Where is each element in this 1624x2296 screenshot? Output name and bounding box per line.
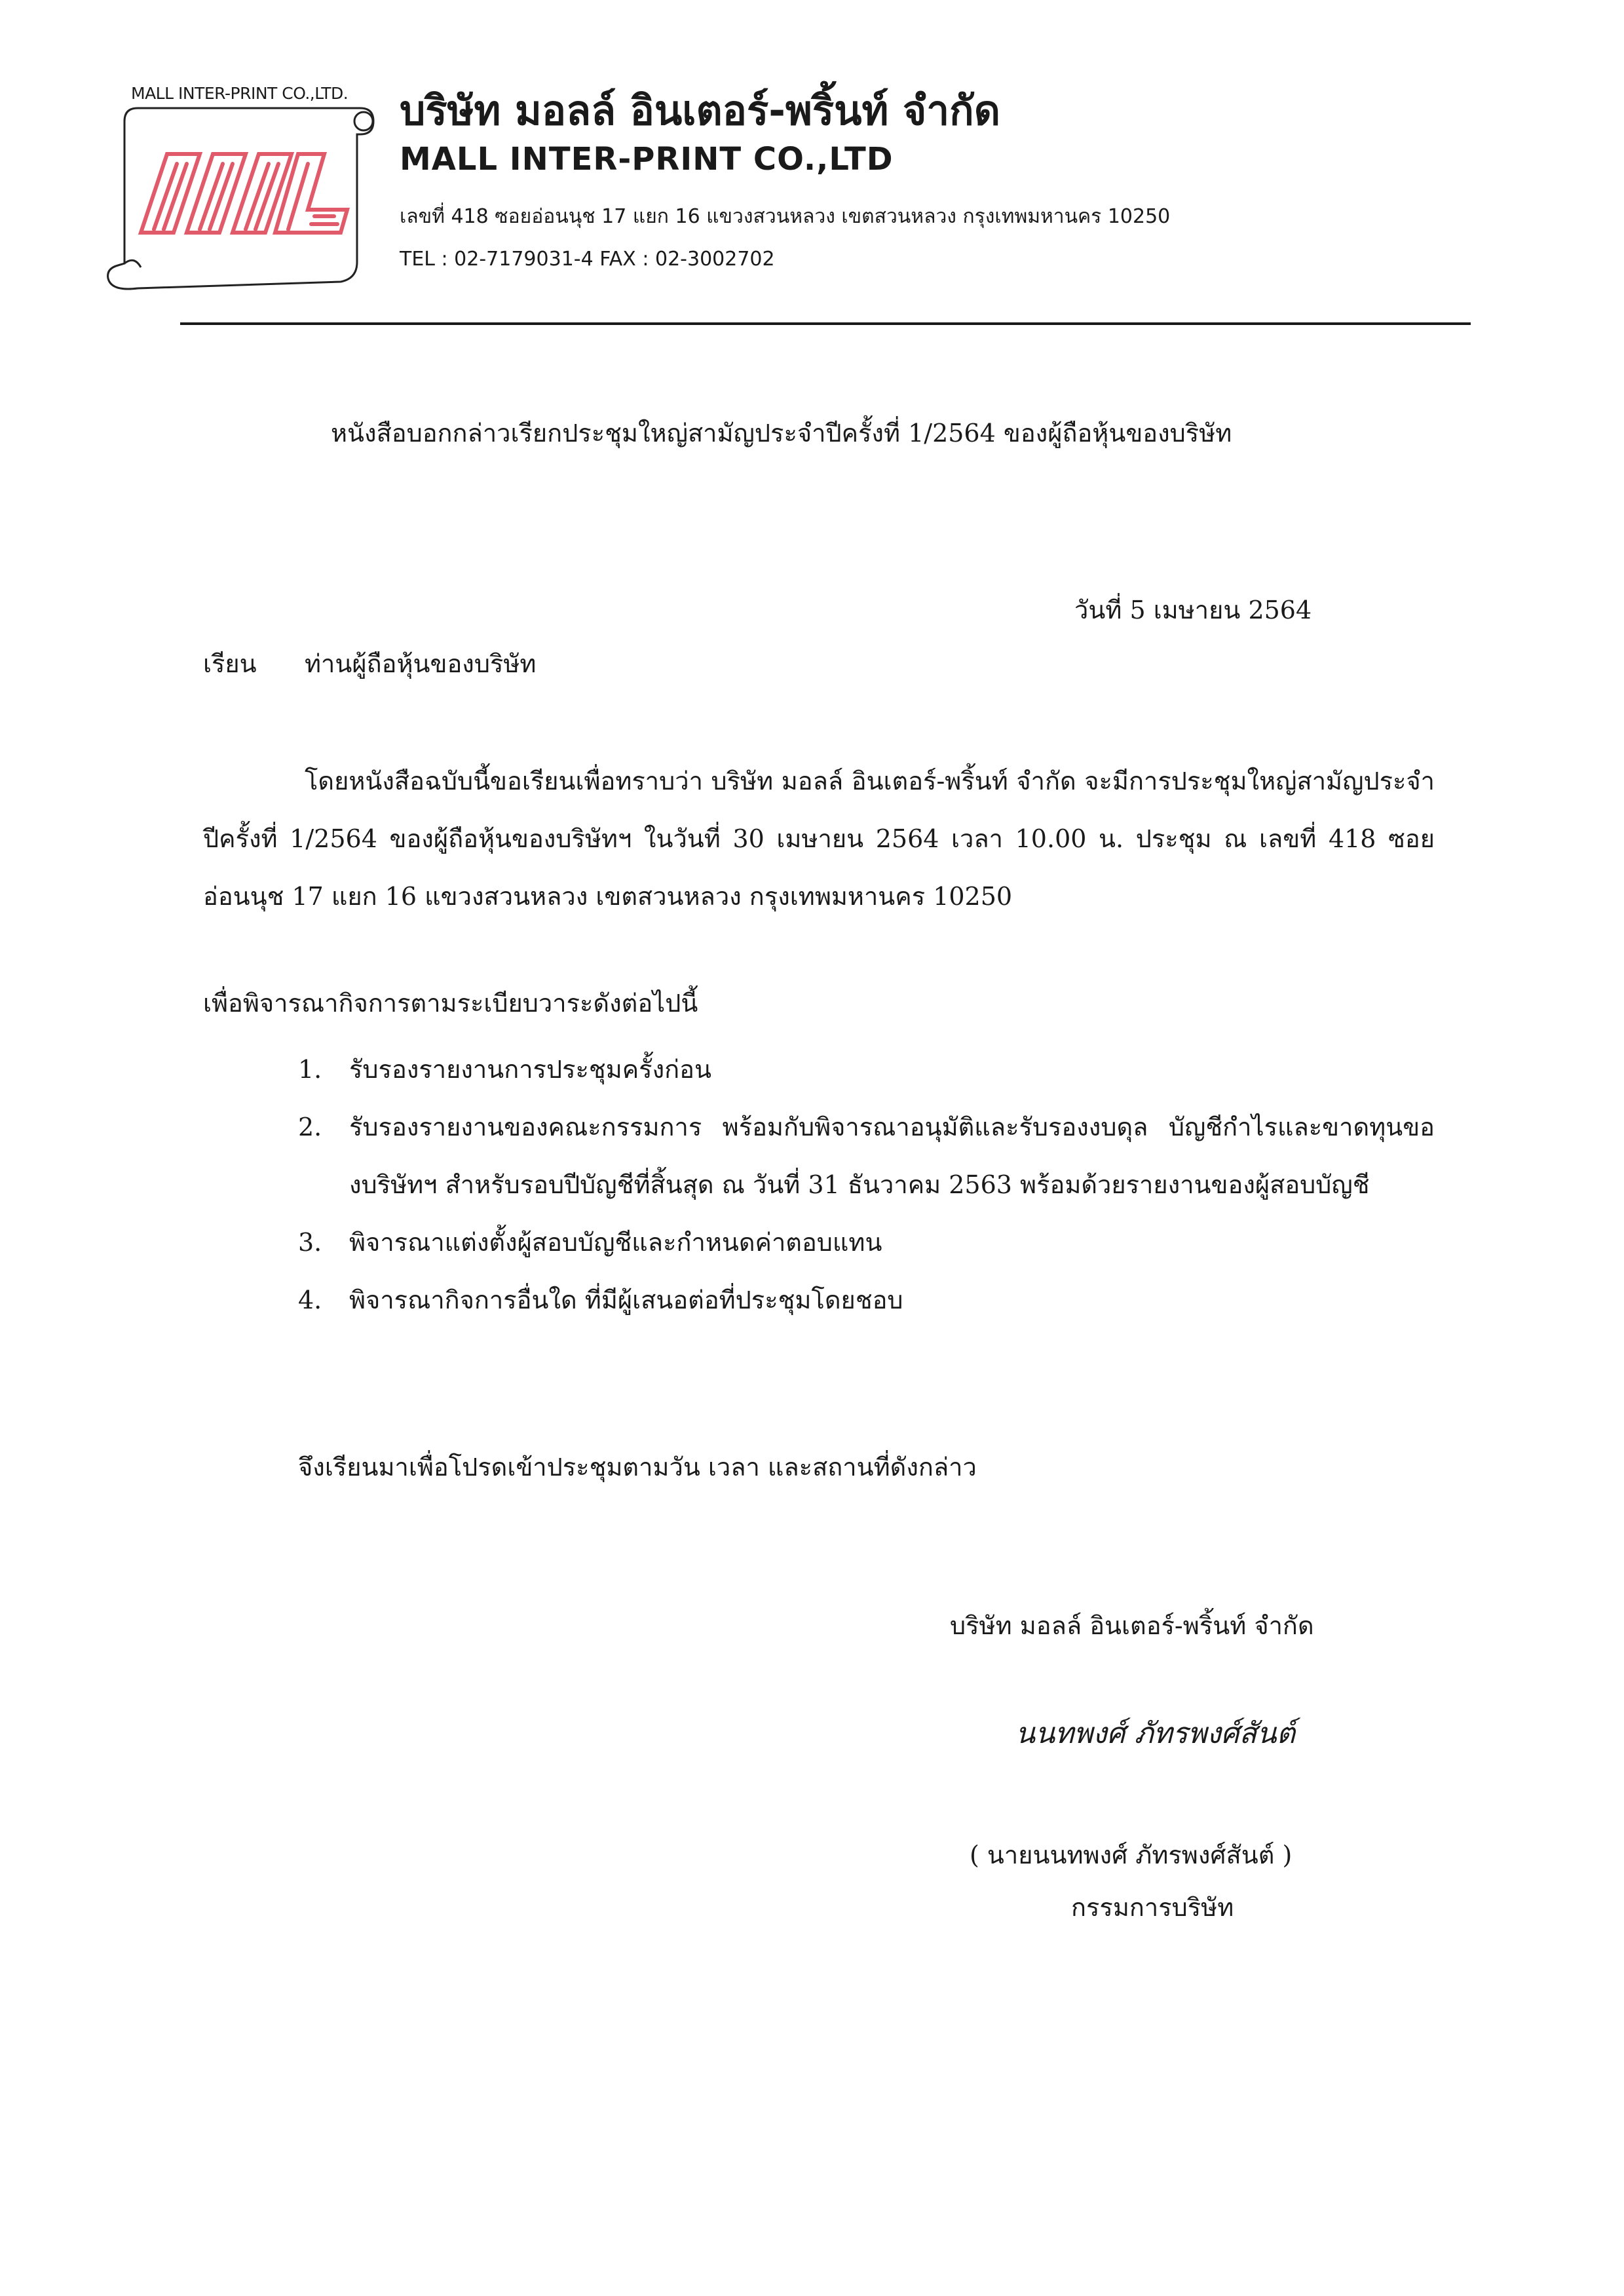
agenda-number: 4. — [298, 1286, 322, 1314]
agenda-number: 3. — [298, 1228, 322, 1257]
agenda-number: 1. — [298, 1055, 322, 1084]
agenda-text: รับรองรายงานของคณะกรรมการ พร้อมกับพิจารณาอนุมัติและรับรองงบดุล บัญชีกำไรและขาดทุนของบริษัทฯ สำหรับรอบปีบัญชีที่สิ้นสุด ณ วันที่ 31 ธันวาคม 2563 พร้อมด้วยรายงานของผู้สอบบัญชี — [349, 1113, 1435, 1199]
letter-subject: หนังสือบอกกล่าวเรียกประชุมใหญ่สามัญประจำปีครั้งที่ 1/2564 ของผู้ถือหุ้นของบริษัท — [331, 419, 1232, 448]
agenda-text: รับรองรายงานการประชุมครั้งก่อน — [349, 1055, 711, 1084]
company-name-english: MALL INTER-PRINT CO.,LTD — [400, 141, 894, 178]
agenda-text: พิจารณาแต่งตั้งผู้สอบบัญชีและกำหนดค่าตอบแทน — [349, 1228, 882, 1257]
company-logo — [98, 92, 387, 308]
company-address: เลขที่ 418 ซอยอ่อนนุช 17 แยก 16 แขวงสวนหลวง เขตสวนหลวง กรุงเทพมหานคร 10250 — [400, 205, 1171, 228]
logo-caption: MALL INTER-PRINT CO.,LTD. — [131, 84, 349, 103]
closing-line: จึงเรียนมาเพื่อโปรดเข้าประชุมตามวัน เวลา และสถานที่ดังกล่าว — [298, 1453, 977, 1482]
agenda-item — [298, 1214, 1435, 1271]
header-divider — [180, 322, 1471, 325]
agenda-item — [298, 1041, 1435, 1098]
signature-company: บริษัท มอลล์ อินเตอร์-พริ้นท์ จำกัด — [950, 1611, 1314, 1640]
signatory-name: ( นายนนทพงศ์ ภัทรพงศ์สันต์ ) — [970, 1841, 1293, 1869]
company-name-thai: บริษัท มอลล์ อินเตอร์-พริ้นท์ จำกัด — [400, 86, 1000, 134]
signature: นนทพงศ์ ภัทรพงศ์สันต์ — [1015, 1717, 1296, 1750]
letter-date: วันที่ 5 เมษายน 2564 — [1074, 596, 1312, 624]
recipient: ท่านผู้ถือหุ้นของบริษัท — [305, 649, 537, 678]
agenda-item — [298, 1098, 1435, 1214]
agenda-text: พิจารณากิจการอื่นใด ที่มีผู้เสนอต่อที่ประชุมโดยชอบ — [349, 1286, 903, 1314]
agenda-intro: เพื่อพิจารณากิจการตามระเบียบวาระดังต่อไปนี้ — [203, 989, 698, 1018]
body-text: โดยหนังสือฉบับนี้ขอเรียนเพื่อทราบว่า บริษัท มอลล์ อินเตอร์-พริ้นท์ จำกัด จะมีการประชุมใหญ่สามัญประจำปีครั้งที่ 1/2564 ของผู้ถือหุ้นของบริษัทฯ ในวันที่ 30 เมษายน 2564 เวลา 10.00 น. ประชุม ณ เลขที่ 418 ซอยอ่อนนุช 17 แยก 16 แขวงสวนหลวง เขตสวนหลวง กรุงเทพมหานคร 10250 — [203, 767, 1435, 911]
signatory-title: กรรมการบริษัท — [1071, 1893, 1234, 1922]
agenda-number: 2. — [298, 1113, 322, 1141]
company-contact: TEL : 02-7179031-4 FAX : 02-3002702 — [400, 248, 775, 271]
agenda-item — [298, 1271, 1435, 1329]
agenda-list — [298, 1041, 1435, 1329]
recipient-label: เรียน — [203, 649, 257, 678]
body-paragraph — [203, 752, 1435, 925]
